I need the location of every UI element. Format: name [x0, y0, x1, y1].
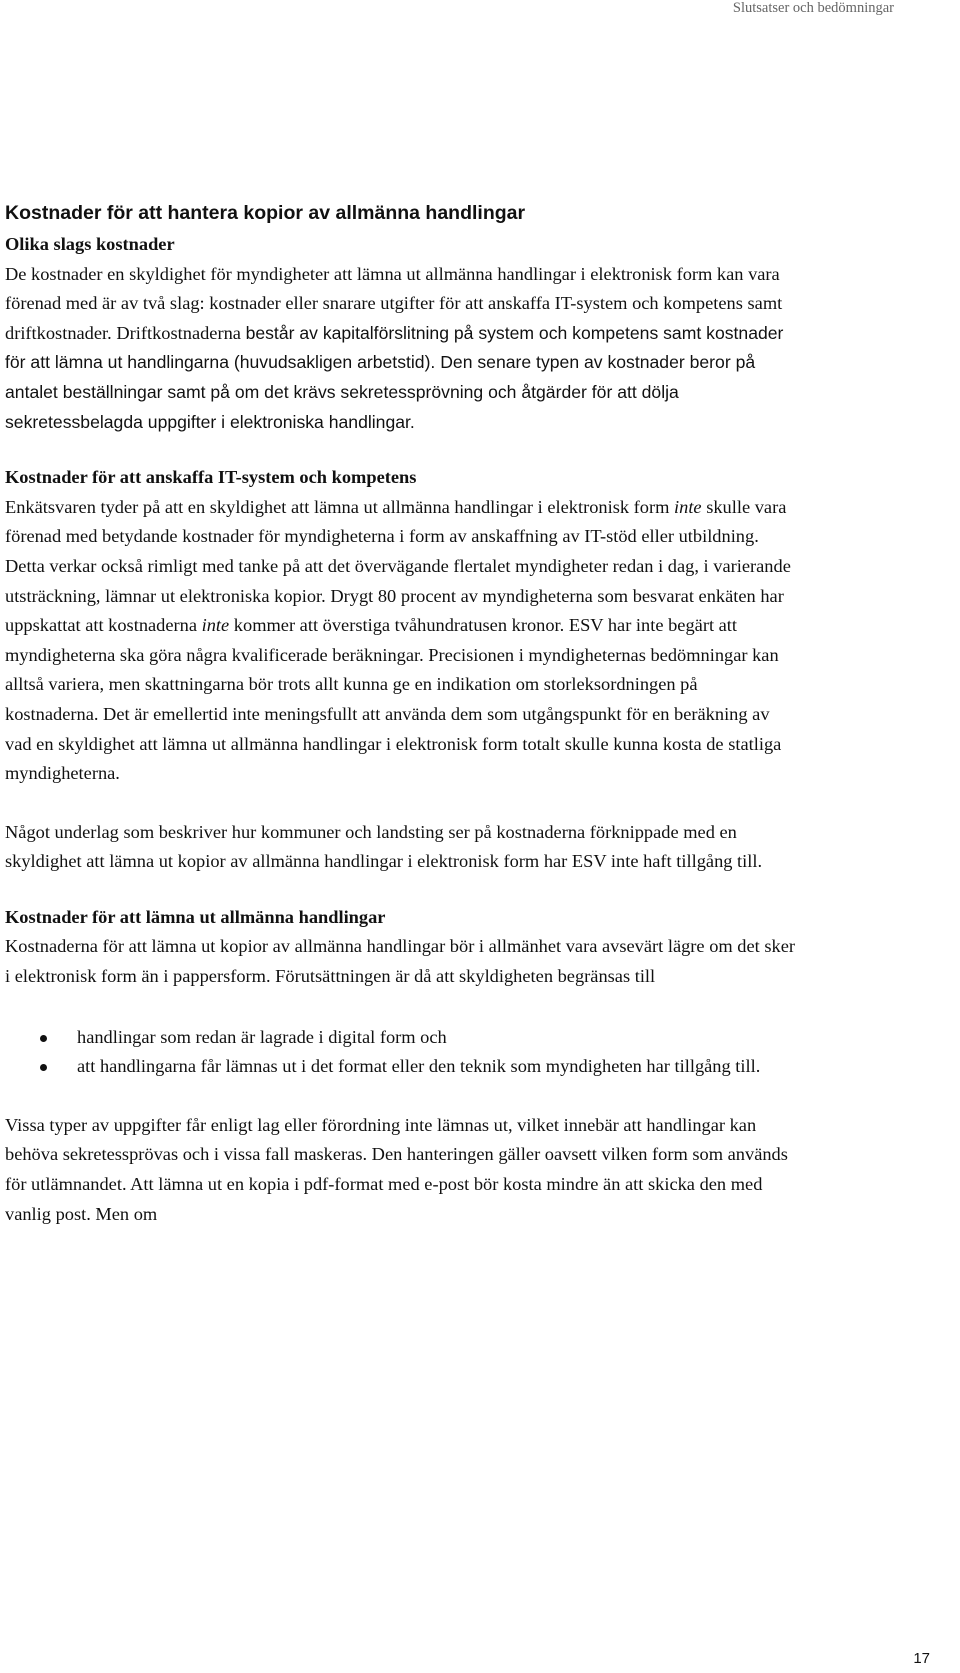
list-item [5, 1023, 795, 1053]
section-title: Kostnader för att hantera kopior av allmänna handlingar [5, 202, 526, 224]
paragraph-lower-costs: Kostnaderna för att lämna ut kopior av allmänna handlingar bör i allmänhet vara avsevärt lägre om det sker i elektronisk form än i pappersform. Förutsättningen är då att skyldigheten begränsas till [5, 936, 795, 987]
paragraph-secrecy: Vissa typer av uppgifter får enligt lag eller förordning inte lämnas ut, vilket innebär att handlingar kan behöva sekretessprövas och i vissa fall maskeras. Den hanteringen gäller oavsett vilken form som används för utlämnandet. Att lämna ut en kopia i pdf-format med e-post bör kosta mindre än att skicka den med vanlig post. Men om [5, 1114, 788, 1224]
paragraph-cost-types-sans: består av kapitalförslitning på system och kompetens samt kostnader för att lämna ut handlingarna (huvudsakligen arbetstid). Den senare typen av kostnader beror på antalet beställningar samt på om det krävs sekretessprövning och åtgärder för att dölja sekretessbelagda uppgifter i elektroniska handlingar. [5, 322, 784, 432]
subheading-it-system: Kostnader för att anskaffa IT-system och kompetens [5, 467, 417, 488]
paragraph-cost-types [5, 260, 795, 438]
paragraph-municipalities: Något underlag som beskriver hur kommuner och landsting ser på kostnaderna förknippade med en skyldighet att lämna ut kopior av allmänna handlingar i elektronisk form har ESV inte haft tillgång till. [5, 821, 763, 872]
list-item [5, 1052, 795, 1082]
bullet-icon [40, 1035, 47, 1042]
list-item-text: att handlingarna får lämnas ut i det format eller den teknik som myndigheten har tillgång till. [77, 1056, 761, 1077]
bullet-list [5, 1023, 795, 1082]
emphasis-inte: inte [674, 496, 702, 517]
text-run: kommer att överstiga tvåhundratusen kronor. ESV har inte begärt att myndigheterna ska göra några kvalificerade beräkningar. Precisionen i myndigheternas bedömningar kan alltså variera, men skattningarna bör trots allt kunna ge en indikation om storleksordningen på kostnaderna. Det är emellertid inte meningsfullt att använda dem som utgångspunkt för en beräkning av vad en skyldighet att lämna ut allmänna handlingar i elektronisk form totalt skulle kunna kosta de statliga myndigheterna. [5, 615, 782, 784]
text-run: Enkätsvaren tyder på att en skyldighet att lämna ut allmänna handlingar i elektronisk form [5, 496, 675, 517]
paragraph-cost-types-serif: De kostnader en skyldighet för myndigheter att lämna ut allmänna handlingar i elektronisk form kan vara förenad med är av två slag: kostnader eller snarare utgifter för att anskaffa IT-system och kompetens samt driftkostnader. Driftkostnaderna [5, 263, 783, 343]
bullet-icon [40, 1064, 47, 1071]
paragraph-survey-results [5, 493, 795, 789]
document-body [5, 199, 795, 1229]
subheading-olika-slags-kostnader: Olika slags kostnader [5, 234, 175, 254]
emphasis-inte: inte [201, 615, 230, 636]
text-run: skulle vara förenad med betydande kostnader för myndigheterna i form av anskaffning av IT-stöd eller utbildning. Detta verkar också rimligt med tanke på att det övervägande flertalet myndigheter redan i dag, i varierande utsträckning, lämnar ut elektroniska kopior. Drygt 80 procent av myndigheterna som besvarat enkäten har uppskattat att kostnaderna [5, 496, 791, 636]
running-header: Slutsatser och bedömningar [732, 0, 894, 16]
subheading-lamna-ut: Kostnader för att lämna ut allmänna handlingar [5, 906, 386, 927]
page-number: 17 [913, 1650, 930, 1667]
list-item-text: handlingar som redan är lagrade i digital form och [77, 1026, 447, 1047]
